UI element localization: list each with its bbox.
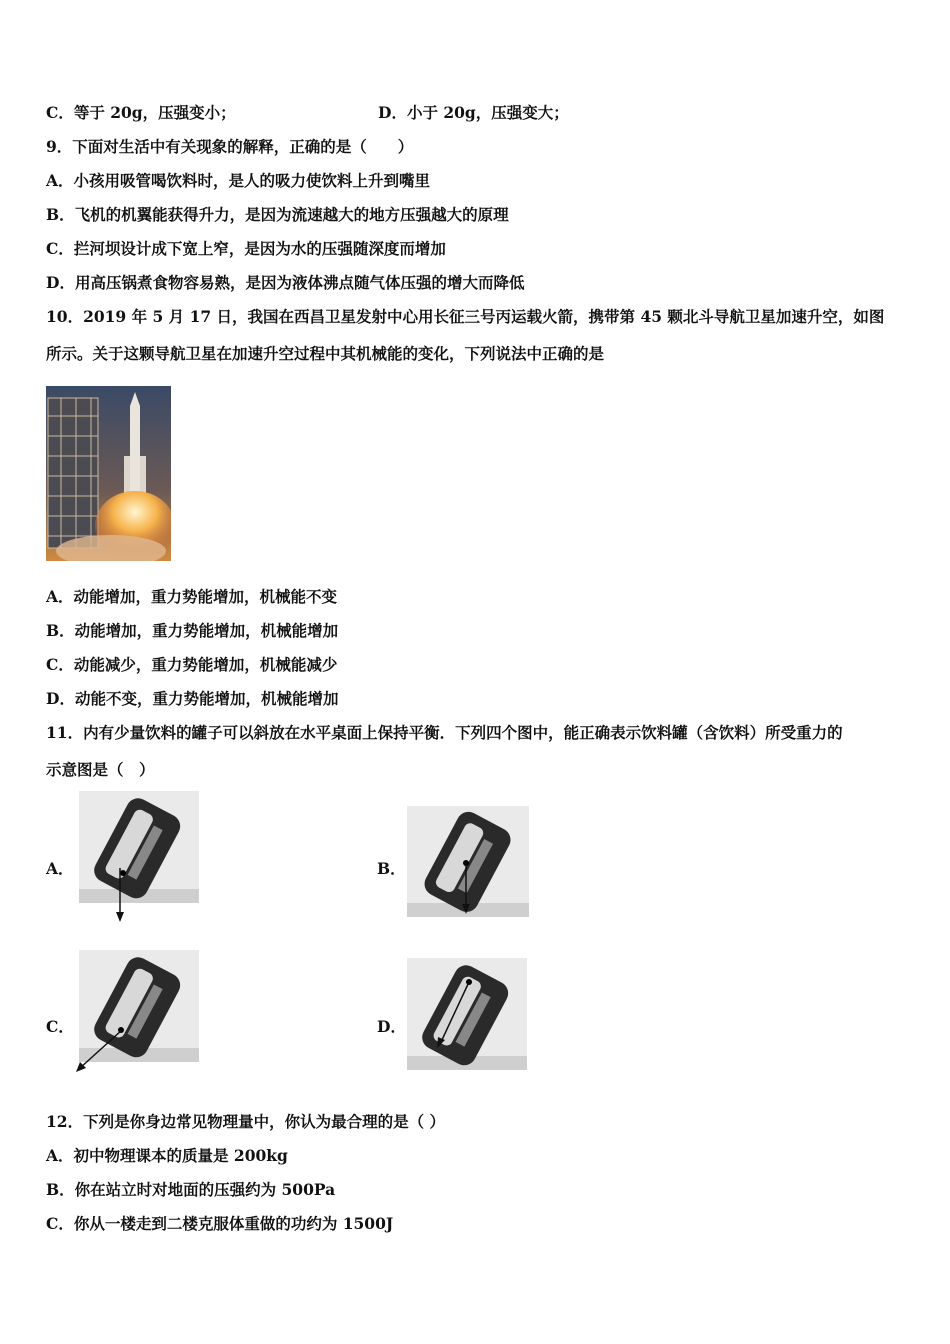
gravity-arrow-a [110,868,130,924]
q8-option-c: C．等于 20g，压强变小； [46,103,236,122]
q9-option-b: B．飞机的机翼能获得升力，是因为流速越大的地方压强越大的原理 [46,205,509,224]
q10-option-c: C．动能减少，重力势能增加，机械能减少 [46,655,338,674]
q12-option-a: A．初中物理课本的质量是 200kg [46,1146,288,1165]
q9-option-a: A．小孩用吸管喝饮料时，是人的吸力使饮料上升到嘴里 [46,171,431,190]
can-image-a [79,791,199,903]
q11-label-b: B． [377,859,406,878]
can-image-b [407,806,529,917]
gravity-arrow-c [70,1024,130,1076]
q9-option-d: D．用高压锅煮食物容易熟，是因为液体沸点随气体压强的增大而降低 [46,273,525,292]
q10-option-b: B．动能增加，重力势能增加，机械能增加 [46,621,339,640]
q11-stem-line2: 示意图是（ ） [46,760,155,779]
q11-stem-line1: 11．内有少量饮料的罐子可以斜放在水平桌面上保持平衡．下列四个图中，能正确表示饮料罐（含饮料）所受重力的 [46,723,843,742]
q12-option-b: B．你在站立时对地面的压强约为 500Pa [46,1180,336,1199]
q10-option-d: D．动能不变，重力势能增加，机械能增加 [46,689,339,708]
q9-option-c: C．拦河坝设计成下宽上窄，是因为水的压强随深度而增加 [46,239,446,258]
q12-option-c: C．你从一楼走到二楼克服体重做的功约为 1500J [46,1214,394,1233]
q10-option-a: A．动能增加，重力势能增加，机械能不变 [46,587,338,606]
can-image-d [407,958,527,1070]
q11-label-d: D． [377,1017,406,1036]
rocket-launch-image [46,386,171,561]
q11-label-a: A． [46,859,74,878]
q10-stem-line1: 10．2019 年 5 月 17 日，我国在西昌卫星发射中心用长征三号丙运载火箭，携带第 45 颗北斗导航卫星加速升空，如图 [46,307,885,326]
q11-label-c: C． [46,1017,74,1036]
q12-stem: 12．下列是你身边常见物理量中，你认为最合理的是（ ） [46,1112,445,1131]
q9-stem: 9．下面对生活中有关现象的解释，正确的是（ ） [46,137,414,156]
q10-stem-line2: 所示。关于这颗导航卫星在加速升空过程中其机械能的变化，下列说法中正确的是 [46,344,605,363]
q8-option-d: D．小于 20g，压强变大； [378,103,569,122]
